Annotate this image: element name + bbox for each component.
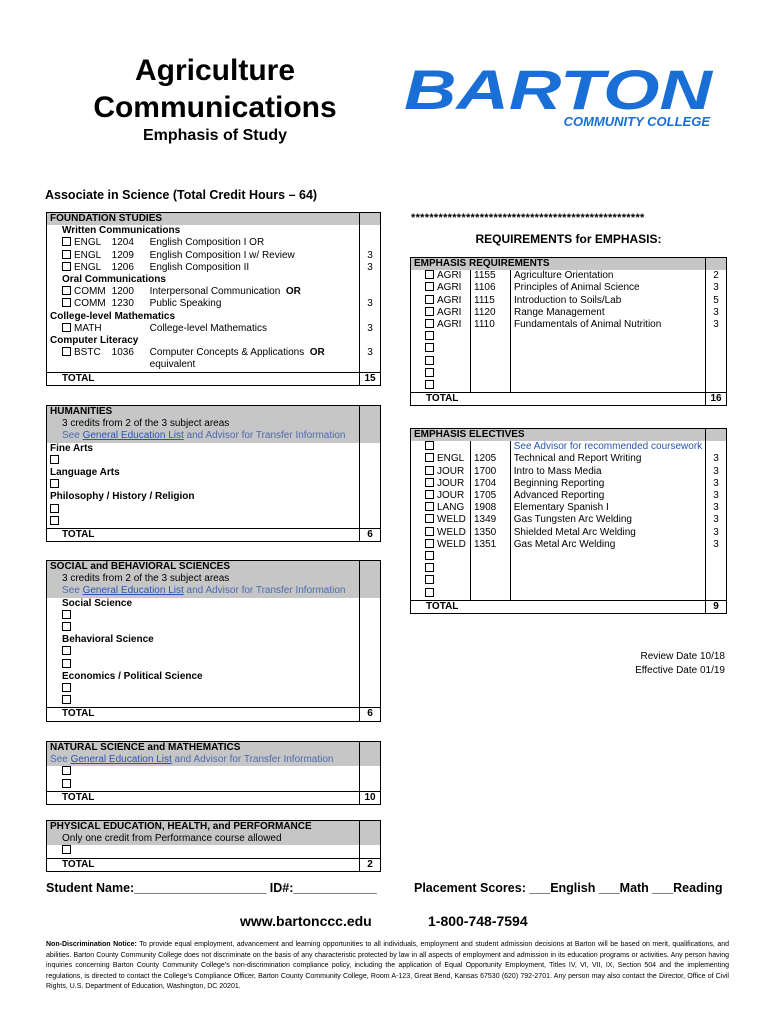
checkbox[interactable]: [425, 575, 434, 584]
checkbox[interactable]: [62, 695, 71, 704]
checkbox[interactable]: [425, 343, 434, 352]
course-title: Gas Tungsten Arc Welding: [513, 514, 632, 526]
emphasis-requirements-table: EMPHASIS REQUIREMENTS AGRI 1155 Agriculture Orientation 2 AGRI 1106 Principles of Animal Science 3 AGRI 1115 Introduction to Soils/Lab 5 AGRI 1120 Range Management 3 AGRI 1110 Fundamentals of Animal Nutrition 3 TOTAL 16: [410, 257, 727, 406]
course-row: [411, 331, 727, 343]
course-title: Gas Metal Arc Welding: [513, 538, 616, 550]
course-row: [411, 588, 727, 601]
course-credits: 3: [706, 502, 727, 514]
course-credits: 3: [706, 453, 727, 465]
natural-science-table: NATURAL SCIENCE and MATHEMATICS See General Education List and Advisor for Transfer Information TOTAL 10: [46, 741, 381, 805]
course-number: 1120: [471, 307, 511, 319]
course-row: [411, 466, 727, 478]
course-subject: JOUR: [437, 465, 465, 477]
checkbox[interactable]: [425, 282, 434, 291]
checkbox[interactable]: [425, 563, 434, 572]
course-title: Technical and Report Writing: [513, 453, 642, 465]
humanities-table: HUMANITIES 3 credits from 2 of the 3 subject areas See General Education List and Advisor for Transfer Information Fine Arts Language Arts Philosophy / History / Religion TOTAL 6: [46, 405, 381, 542]
course-credits: 3: [706, 307, 727, 319]
course-subject: AGRI: [437, 294, 462, 306]
notice-text: To provide equal employment, advancement and learning opportunities to all individuals, employment and student admission decisions at Barton will be based on merit, qualifications, and abilities. Barton County Community College does not discriminate on the basis of any characteristic protected by law in all aspects of employment and admission in its education programs or activities. Any person having inquiries concerning Barton County Community College’s non-discrimination compliance policy, including the application of Equal Opportunity Employment, Titles IV, VI, VII, IX, Section 504 and the implementing regulations, is directed to contact the College’s Compliance Officer, Barton County Community College, Room A-123, Great Bend, Kansas 67530 (620) 792-2701. Any person may also contact the Director, Office of Civil Rights, U.S. Department of Education, Washington, DC 20201.: [46, 941, 729, 990]
barton-logo: [402, 65, 714, 130]
course-row: [411, 563, 727, 575]
checkbox[interactable]: [62, 766, 71, 775]
course-row: [411, 527, 727, 539]
title-line-2: Communications: [93, 91, 337, 124]
logo-sub-text: COMMUNITY COLLEGE: [563, 114, 710, 129]
title-line-1: Agriculture: [134, 54, 296, 87]
checkbox[interactable]: [425, 588, 434, 597]
program-title: [60, 52, 370, 126]
checkbox[interactable]: [425, 539, 434, 548]
course-row: [411, 380, 727, 393]
foundation-heading: FOUNDATION STUDIES: [47, 213, 360, 226]
course-title: Introduction to Soils/Lab: [514, 294, 622, 306]
natural-total: 10: [360, 791, 381, 804]
course-number: 1205: [470, 453, 510, 465]
checkbox[interactable]: [62, 250, 71, 259]
course-title: Intro to Mass Media: [513, 465, 602, 477]
checkbox[interactable]: [425, 270, 434, 279]
course-subject: JOUR: [437, 477, 465, 489]
course-subject: AGRI: [437, 319, 462, 331]
checkbox[interactable]: [62, 659, 71, 668]
course-title: Beginning Reporting: [513, 477, 605, 489]
date-block: [540, 650, 725, 678]
effective-date: Effective Date 01/19: [635, 665, 725, 676]
logo-main-text: BARTON: [404, 65, 714, 121]
checkbox[interactable]: [62, 262, 71, 271]
course-number: 1115: [471, 295, 511, 307]
pe-total: 2: [360, 858, 381, 871]
course-number: 1700: [470, 466, 510, 478]
social-total: 6: [360, 708, 381, 721]
gen-ed-list-link[interactable]: General Education List: [70, 754, 172, 766]
checkbox[interactable]: [425, 331, 434, 340]
emphasis-elec-heading: EMPHASIS ELECTIVES: [411, 429, 706, 442]
checkbox[interactable]: [62, 683, 71, 692]
course-title: Elementary Spanish I: [513, 502, 609, 514]
checkbox[interactable]: [62, 845, 71, 854]
course-row: [411, 343, 727, 355]
foundation-total: 15: [360, 372, 381, 385]
checkbox[interactable]: [425, 502, 434, 511]
course-number: 1908: [470, 502, 510, 514]
placement-scores-line: Placement Scores: ___English ___Math ___Reading: [414, 881, 723, 895]
foundation-studies-table: FOUNDATION STUDIES Written Communications ENGL 1204 English Composition I OR ENGL 1209 English Composition I w/ Review 3 ENGL 1206 English Composition II 3 Oral Communications COMM 1200 Interpersonal Communication OR COMM 1230 Public Speaking 3 College-level Mathematics MATH College-level Mathematics 3 Computer Literacy BSTC 1036 Computer Concepts & Applications OR 3 equivalent TOTAL 15: [46, 212, 381, 386]
course-credits: 3: [706, 539, 727, 551]
course-credits: 5: [706, 295, 727, 307]
non-discrimination-notice: [46, 940, 729, 993]
pe-heading: PHYSICAL EDUCATION, HEALTH, and PERFORMANCE: [47, 821, 360, 834]
checkbox[interactable]: [62, 347, 71, 356]
course-title: Shielded Metal Arc Welding: [513, 526, 636, 538]
course-row: [411, 282, 727, 294]
course-row: [411, 502, 727, 514]
checkbox[interactable]: [425, 527, 434, 536]
course-credits: 3: [706, 319, 727, 331]
separator-stars: ***************************************************: [411, 212, 645, 224]
physical-education-table: PHYSICAL EDUCATION, HEALTH, and PERFORMANCE Only one credit from Performance course allowed TOTAL 2: [46, 820, 381, 872]
total-label: TOTAL: [47, 372, 360, 385]
written-comm-label: Written Communications: [62, 225, 181, 237]
checkbox[interactable]: [50, 455, 59, 464]
math-label: College-level Mathematics: [50, 310, 176, 322]
course-row: [411, 514, 727, 526]
course-subject: ENGL: [437, 453, 465, 465]
checkbox[interactable]: [425, 551, 434, 560]
course-subject: AGRI: [437, 306, 462, 318]
checkbox[interactable]: [425, 295, 434, 304]
course-credits: 3: [706, 478, 727, 490]
course-row: [411, 368, 727, 380]
course-subject: LANG: [437, 502, 465, 514]
course-number: 1351: [470, 539, 510, 551]
checkbox[interactable]: [425, 307, 434, 316]
checkbox[interactable]: [425, 380, 434, 389]
course-row: [411, 551, 727, 563]
checkbox[interactable]: [425, 490, 434, 499]
degree-line: Associate in Science (Total Credit Hours – 64): [45, 188, 318, 202]
checkbox[interactable]: [425, 466, 434, 475]
gen-ed-list-link[interactable]: General Education List: [82, 430, 184, 442]
course-credits: 2: [706, 270, 727, 282]
phone-number: 1-800-748-7594: [428, 913, 528, 929]
checkbox[interactable]: [50, 479, 59, 488]
checkbox[interactable]: [425, 441, 434, 450]
notice-label: Non-Discrimination Notice:: [46, 941, 137, 948]
course-row: [411, 575, 727, 587]
course-credits: 3: [706, 490, 727, 502]
course-number: 1106: [471, 282, 511, 294]
review-date: Review Date 10/18: [640, 651, 725, 662]
checkbox[interactable]: [50, 504, 59, 513]
course-number: 1155: [471, 270, 511, 282]
program-subtitle: Emphasis of Study: [142, 127, 288, 144]
course-subject: AGRI: [437, 282, 462, 294]
emphasis-elec-total: 9: [706, 600, 727, 613]
course-title: Fundamentals of Animal Nutrition: [514, 319, 662, 331]
humanities-heading: HUMANITIES: [47, 406, 360, 419]
course-row: [411, 307, 727, 319]
checkbox[interactable]: [50, 516, 59, 525]
student-name-id-line: Student Name:___________________ ID#:____________: [46, 881, 377, 895]
course-row: [411, 295, 727, 307]
requirements-title: REQUIREMENTS for EMPHASIS:: [475, 232, 662, 246]
course-row: [411, 539, 727, 551]
course-subject: WELD: [437, 538, 466, 550]
course-row: [411, 490, 727, 502]
course-row: [411, 270, 727, 282]
emphasis-req-total: 16: [706, 393, 727, 406]
course-title: Agriculture Orientation: [514, 270, 614, 282]
course-number: 1349: [470, 514, 510, 526]
course-subject: WELD: [437, 514, 466, 526]
computer-literacy-label: Computer Literacy: [50, 335, 139, 347]
checkbox[interactable]: [425, 319, 434, 328]
humanities-total: 6: [360, 529, 381, 542]
checkbox[interactable]: [62, 298, 71, 307]
checkbox[interactable]: [425, 368, 434, 377]
course-row: [411, 356, 727, 368]
checkbox[interactable]: [62, 610, 71, 619]
course-number: 1350: [470, 527, 510, 539]
checkbox[interactable]: [62, 237, 71, 246]
course-subject: AGRI: [437, 270, 462, 282]
checkbox[interactable]: [62, 286, 71, 295]
course-credits: 3: [706, 466, 727, 478]
course-row: [411, 478, 727, 490]
natural-heading: NATURAL SCIENCE and MATHEMATICS: [47, 742, 360, 755]
website[interactable]: www.bartonccc.edu: [240, 913, 372, 929]
gen-ed-list-link[interactable]: General Education List: [82, 585, 184, 597]
emphasis-electives-table: EMPHASIS ELECTIVES See Advisor for recommended coursework ENGL 1205 Technical and Report Writing 3 JOUR 1700 Intro to Mass Media 3 JOUR 1704 Beginning Reporting 3 JOUR 1705 Advanced Reporting 3 LANG 1908 Elementary Spanish I 3 WELD 1349 Gas Tungsten Arc Welding 3 WELD 1350 Shielded Metal Arc Welding 3 WELD 1351 Gas Metal Arc Welding 3 TOTAL 9: [410, 428, 727, 614]
course-title: Range Management: [514, 306, 605, 318]
checkbox[interactable]: [62, 323, 71, 332]
course-credits: 3: [706, 282, 727, 294]
course-number: 1110: [471, 319, 511, 331]
checkbox[interactable]: [62, 779, 71, 788]
course-number: 1704: [470, 478, 510, 490]
course-row: [411, 319, 727, 331]
checkbox[interactable]: [62, 622, 71, 631]
emphasis-req-heading: EMPHASIS REQUIREMENTS: [411, 258, 706, 271]
course-row: [411, 453, 727, 465]
social-sciences-table: SOCIAL and BEHAVIORAL SCIENCES 3 credits from 2 of the 3 subject areas See General Education List and Advisor for Transfer Information Social Science Behavioral Science Economics / Political Science TOTAL 6: [46, 560, 381, 722]
course-credits: 3: [706, 527, 727, 539]
advisor-note: See Advisor for recommended coursework: [513, 441, 703, 453]
checkbox[interactable]: [425, 356, 434, 365]
oral-comm-label: Oral Communications: [62, 274, 166, 286]
course-credits: 3: [706, 514, 727, 526]
checkbox[interactable]: [425, 453, 434, 462]
course-number: 1705: [470, 490, 510, 502]
course-subject: JOUR: [437, 490, 465, 502]
course-title: Principles of Animal Science: [514, 282, 640, 294]
checkbox[interactable]: [425, 514, 434, 523]
checkbox[interactable]: [425, 478, 434, 487]
social-heading: SOCIAL and BEHAVIORAL SCIENCES: [47, 561, 360, 574]
checkbox[interactable]: [62, 646, 71, 655]
course-title: Advanced Reporting: [513, 490, 605, 502]
course-subject: WELD: [437, 526, 466, 538]
